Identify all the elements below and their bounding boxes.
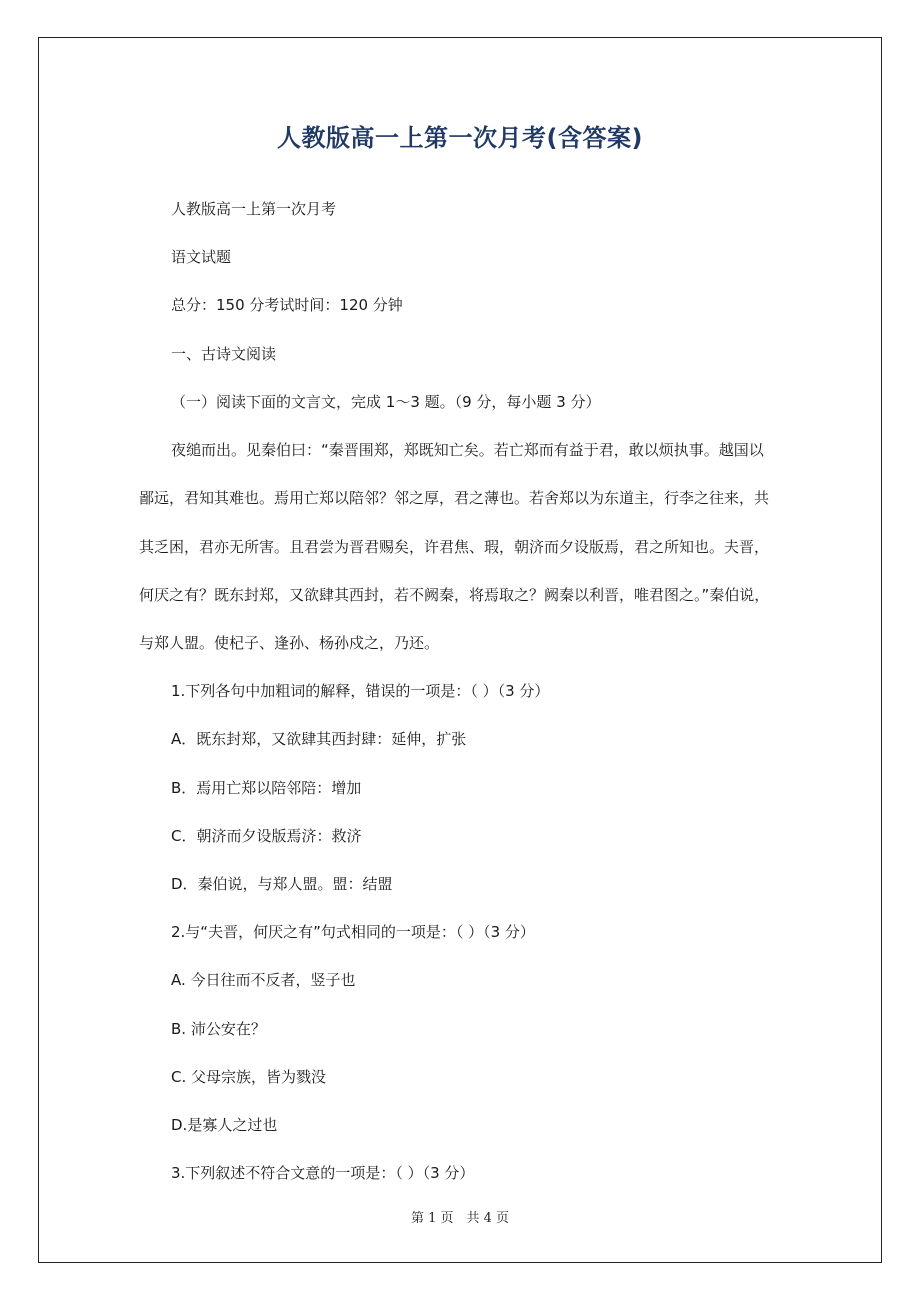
question-3: 3.下列叙述不符合文意的一项是：（ ）（3 分） <box>171 1164 475 1182</box>
subsection-instruction: （一）阅读下面的文言文，完成 1～3 题。（9 分，每小题 3 分） <box>171 393 601 411</box>
question-2-option-b: B. 沛公安在？ <box>171 1020 266 1038</box>
passage-line-4: 何厌之有？既东封郑，又欲肆其西封，若不阙秦，将焉取之？阙秦以利晋，唯君图之。”秦伯说， <box>139 586 770 604</box>
question-2-option-d: D.是寡人之过也 <box>171 1116 278 1134</box>
question-2-option-a: A. 今日往而不反者，竖子也 <box>171 971 356 989</box>
question-1-option-c: C．朝济而夕设版焉济：救济 <box>171 827 362 845</box>
question-2: 2.与“夫晋，何厌之有”句式相同的一项是：（ ）（3 分） <box>171 923 535 941</box>
subject-line: 语文试题 <box>171 248 232 266</box>
passage-line-1: 夜缒而出。见秦伯曰：“秦晋围郑，郑既知亡矣。若亡郑而有益于君，敢以烦执事。越国以 <box>171 441 764 459</box>
page-footer: 第 1 页 共 4 页 <box>410 1211 510 1226</box>
passage-line-5: 与郑人盟。使杞子、逢孙、杨孙戍之，乃还。 <box>139 634 440 652</box>
passage-line-3: 其乏困，君亦无所害。且君尝为晋君赐矣，许君焦、瑕，朝济而夕设版焉，君之所知也。夫晋， <box>139 538 770 556</box>
question-1-option-d: D．秦伯说，与郑人盟。盟：结盟 <box>171 875 393 893</box>
section-heading: 一、古诗文阅读 <box>171 345 277 363</box>
document-title: 人教版高一上第一次月考(含答案) <box>277 124 643 152</box>
question-1-option-a: A．既东封郑，又欲肆其西封肆：延伸，扩张 <box>171 730 467 748</box>
question-2-option-c: C. 父母宗族，皆为戮没 <box>171 1068 327 1086</box>
score-time-line: 总分：150 分考试时间：120 分钟 <box>171 296 403 314</box>
question-1: 1.下列各句中加粗词的解释，错误的一项是：（ ）（3 分） <box>171 682 550 700</box>
passage-line-2: 鄙远，君知其难也。焉用亡郑以陪邻？邻之厚，君之薄也。若舍郑以为东道主，行李之往来，共 <box>139 489 770 507</box>
question-1-option-b: B．焉用亡郑以陪邻陪：增加 <box>171 779 362 797</box>
exam-name-line: 人教版高一上第一次月考 <box>171 200 337 218</box>
